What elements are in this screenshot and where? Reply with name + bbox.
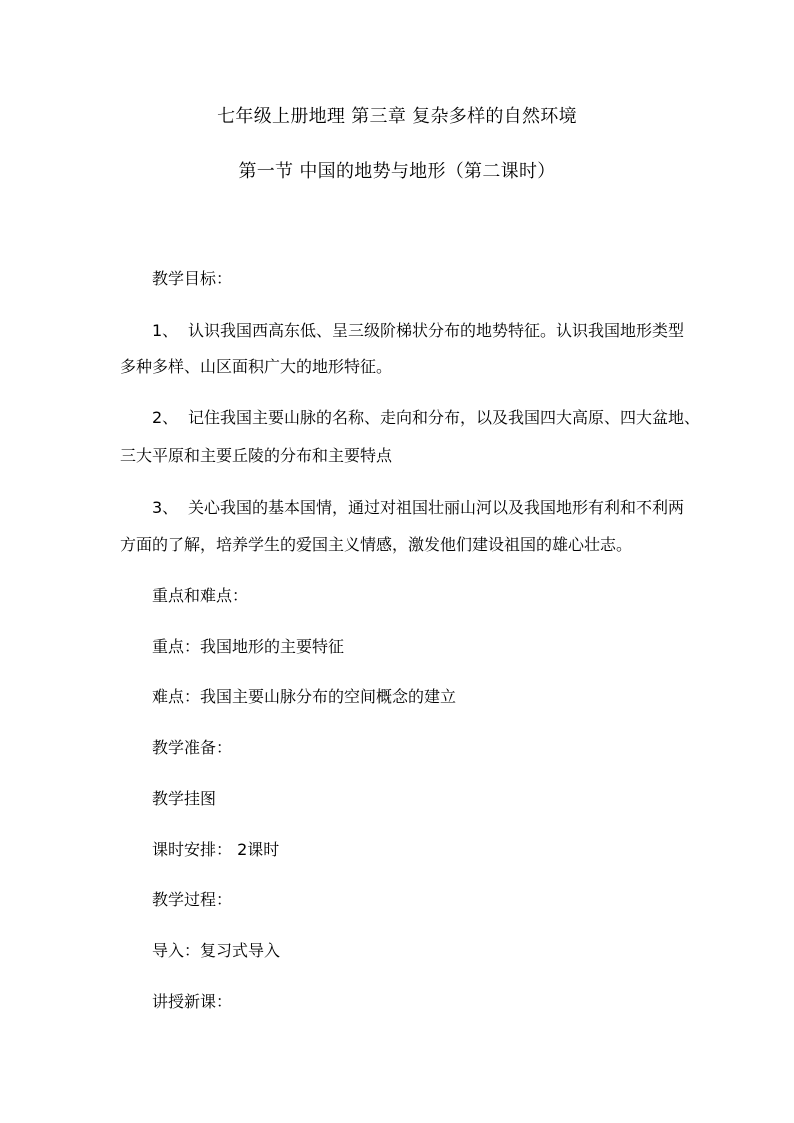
key-points-heading: 重点和难点：: [152, 586, 249, 605]
objective-3-text-1: 关心我国的基本国情，通过对祖国壮丽山河以及我国地形有利和不利两: [188, 498, 685, 517]
document-subtitle: 第一节 中国的地势与地形（第二课时）: [238, 161, 556, 182]
introduction: 导入：复习式导入: [152, 941, 281, 960]
difficult-point: 难点：我国主要山脉分布的空间概念的建立: [152, 687, 457, 706]
objective-2-text-1: 记住我国主要山脉的名称、走向和分布，以及我国四大高原、四大盆地、: [188, 408, 701, 427]
objective-1-number: 1、: [152, 321, 179, 340]
objective-2-line-1: [152, 407, 700, 429]
preparation-heading: 教学准备：: [152, 738, 233, 757]
key-point: 重点：我国地形的主要特征: [152, 637, 345, 656]
objective-1-line-2: 多种多样、山区面积广大的地形特征。: [120, 357, 393, 376]
document-title: 七年级上册地理 第三章 复杂多样的自然环境: [217, 106, 577, 127]
objective-3-line-1: [152, 497, 684, 519]
process-heading: 教学过程：: [152, 890, 233, 909]
objective-2-number: 2、: [152, 408, 179, 427]
objective-1-text-1: 认识我国西高东低、呈三级阶梯状分布的地势特征。认识我国地形类型: [188, 321, 685, 340]
schedule: 课时安排： 2课时: [152, 840, 280, 859]
objective-3-line-2: 方面的了解，培养学生的爱国主义情感，激发他们建设祖国的雄心壮志。: [120, 535, 633, 554]
new-lesson-heading: 讲授新课：: [152, 992, 233, 1011]
objectives-heading: 教学目标：: [152, 269, 233, 288]
objective-2-line-2: 三大平原和主要丘陵的分布和主要特点: [120, 446, 393, 465]
objective-3-number: 3、: [152, 498, 179, 517]
preparation: 教学挂图: [152, 789, 217, 808]
objective-1-line-1: [152, 320, 684, 342]
